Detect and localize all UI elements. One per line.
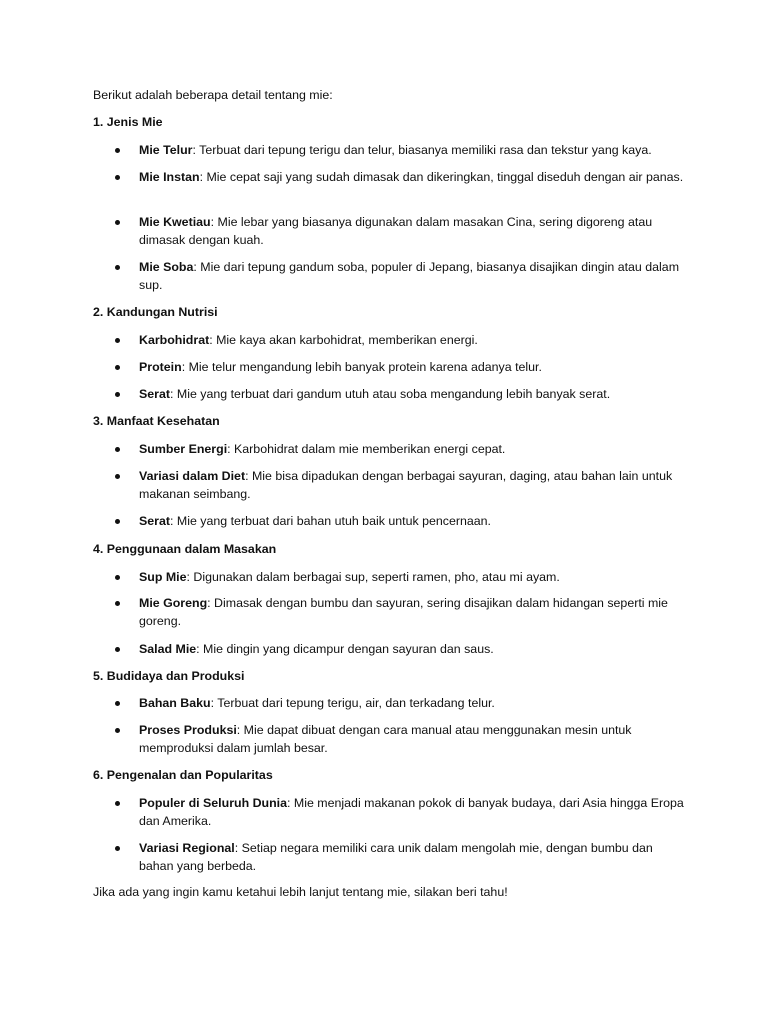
item-term: Bahan Baku (139, 696, 211, 710)
bullet-icon (115, 175, 120, 180)
item-term: Proses Produksi (139, 723, 237, 737)
item-desc: : Mie dapat dibuat dengan cara manual atau menggunakan mesin untuk memproduksi dalam jumlah besar. (139, 723, 632, 755)
item-desc: : Digunakan dalam berbagai sup, seperti ramen, pho, atau mi ayam. (186, 570, 560, 584)
item-desc: : Dimasak dengan bumbu dan sayuran, sering disajikan dalam hidangan seperti mie goreng. (139, 596, 668, 628)
item-term: Variasi dalam Diet (139, 469, 246, 483)
item-desc: : Karbohidrat dalam mie memberikan energi cepat. (227, 442, 506, 456)
list-item (139, 641, 684, 659)
bullet-icon (115, 728, 120, 733)
bullet-icon (115, 846, 120, 851)
list-item (139, 595, 684, 630)
list-item (139, 359, 684, 377)
bullet-icon (115, 801, 120, 806)
item-desc: : Mie bisa dipadukan dengan berbagai sayuran, daging, atau bahan lain untuk makanan seimbang. (139, 469, 673, 501)
item-desc: : Mie dari tepung gandum soba, populer di Jepang, biasanya disajikan dingin atau dalam sup. (139, 260, 680, 292)
item-term: Mie Telur (139, 143, 193, 157)
bullet-icon (115, 701, 120, 706)
item-term: Sumber Energi (139, 442, 228, 456)
list-item (139, 332, 684, 350)
section-heading-manfaat-kesehatan: 3. Manfaat Kesehatan (93, 414, 220, 428)
item-desc: : Mie yang terbuat dari bahan utuh baik untuk pencernaan. (170, 514, 492, 528)
item-desc: : Setiap negara memiliki cara unik dalam mengolah mie, dengan bumbu dan bahan yang berbeda. (139, 841, 653, 873)
list-item (139, 840, 684, 875)
bullet-icon (115, 338, 120, 343)
item-desc: : Mie cepat saji yang sudah dimasak dan dikeringkan, tinggal diseduh dengan air panas. (199, 170, 684, 184)
item-term: Salad Mie (139, 642, 197, 656)
intro-text: Berikut adalah beberapa detail tentang mie: (93, 88, 333, 102)
item-term: Mie Goreng (139, 596, 208, 610)
item-desc: : Mie telur mengandung lebih banyak protein karena adanya telur. (181, 360, 542, 374)
bullet-icon (115, 519, 120, 524)
item-term: Serat (139, 387, 170, 401)
list-item (139, 795, 684, 830)
item-term: Sup Mie (139, 570, 187, 584)
bullet-icon (115, 148, 120, 153)
list-item (139, 214, 684, 249)
section-heading-penggunaan-dalam-masakan: 4. Penggunaan dalam Masakan (93, 542, 277, 556)
list-item (139, 513, 684, 531)
item-desc: : Mie dingin yang dicampur dengan sayuran dan saus. (196, 642, 494, 656)
item-desc: : Terbuat dari tepung terigu dan telur, biasanya memiliki rasa dan tekstur yang kaya. (192, 143, 652, 157)
item-desc: : Mie yang terbuat dari gandum utuh atau soba mengandung lebih banyak serat. (170, 387, 611, 401)
list-item (139, 569, 684, 587)
list-item (139, 386, 684, 404)
bullet-icon (115, 220, 120, 225)
item-desc: : Mie menjadi makanan pokok di banyak budaya, dari Asia hingga Eropa dan Amerika. (139, 796, 684, 828)
item-term: Karbohidrat (139, 333, 210, 347)
bullet-icon (115, 392, 120, 397)
bullet-icon (115, 647, 120, 652)
bullet-icon (115, 365, 120, 370)
item-desc: : Mie kaya akan karbohidrat, memberikan energi. (209, 333, 478, 347)
list-item (139, 259, 684, 294)
bullet-icon (115, 447, 120, 452)
item-term: Mie Instan (139, 170, 200, 184)
bullet-icon (115, 474, 120, 479)
list-item (139, 468, 684, 503)
item-desc: : Terbuat dari tepung terigu, air, dan terkadang telur. (210, 696, 495, 710)
list-item (139, 169, 684, 187)
list-item (139, 695, 684, 713)
item-term: Variasi Regional (139, 841, 235, 855)
list-item (139, 722, 684, 757)
closing-text: Jika ada yang ingin kamu ketahui lebih lanjut tentang mie, silakan beri tahu! (93, 885, 508, 899)
section-heading-kandungan-nutrisi: 2. Kandungan Nutrisi (93, 305, 218, 319)
section-heading-pengenalan-dan-popularitas: 6. Pengenalan dan Popularitas (93, 768, 273, 782)
item-term: Serat (139, 514, 170, 528)
item-term: Mie Soba (139, 260, 194, 274)
section-heading-budidaya-dan-produksi: 5. Budidaya dan Produksi (93, 669, 245, 683)
list-item (139, 441, 684, 459)
list-item (139, 142, 684, 160)
bullet-icon (115, 575, 120, 580)
bullet-icon (115, 601, 120, 606)
bullet-icon (115, 265, 120, 270)
item-term: Mie Kwetiau (139, 215, 211, 229)
item-desc: : Mie lebar yang biasanya digunakan dalam masakan Cina, sering digoreng atau dimasak dengan kuah. (139, 215, 653, 247)
item-term: Protein (139, 360, 182, 374)
item-term: Populer di Seluruh Dunia (139, 796, 288, 810)
section-heading-jenis-mie: 1. Jenis Mie (93, 115, 163, 129)
